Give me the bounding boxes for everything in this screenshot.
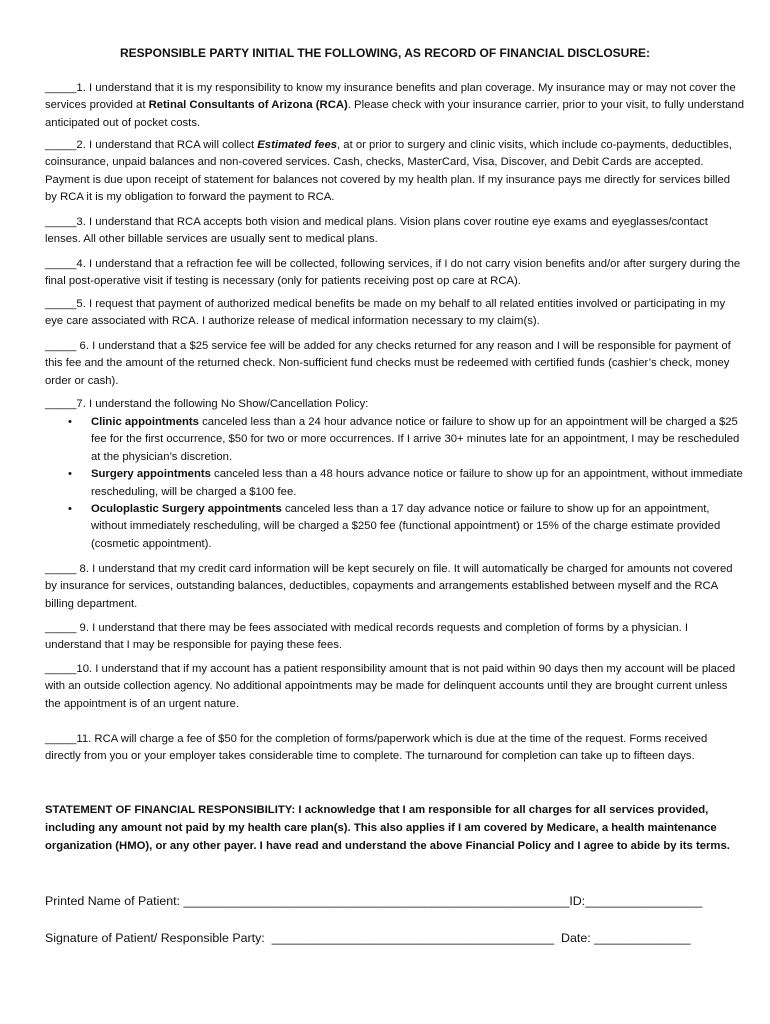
policy-surgery-heading: Surgery appointments <box>91 468 211 481</box>
id-field[interactable]: _________________ <box>585 894 703 908</box>
date-label: Date: <box>554 931 595 945</box>
item-4: _____4. I understand that a refraction fee will be collected, following services, if I do not carry vision benefits and/or after surgery during the final post-operative visit if testing is necessary (only for patients receiving post op care at RCA). <box>45 258 741 288</box>
financial-responsibility-statement <box>45 801 745 855</box>
item-7: _____7. I understand the following No Show/Cancellation Policy: <box>45 398 369 410</box>
policy-oculoplastic <box>45 501 745 553</box>
bullet-icon: • <box>68 468 72 481</box>
printed-name-field[interactable]: ________________________________________________________ <box>183 894 570 908</box>
item-10: _____10. I understand that if my account has a patient responsibility amount that is not paid within 90 days then my account will be placed with an outside collection agency. No additional appointments may be made for delinquent accounts until they are brought current unless the appointment is of an urgent nature. <box>45 663 736 710</box>
date-field[interactable]: ______________ <box>594 931 691 945</box>
item-11: _____11. RCA will charge a fee of $50 for the completion of forms/paperwork which is due at the time of the request. Forms received directly from you or your employer takes considerable time to complete. The turnaround for completion can take up to fifteen days. <box>45 733 708 763</box>
policy-surgery-text: canceled less than a 48 hours advance notice or failure to show up for an appointment, without immediate rescheduling, will be charged a $100 fee. <box>91 468 743 498</box>
signature-label: Signature of Patient/ Responsible Party: <box>45 931 272 945</box>
statement-text: I acknowledge that I am responsible for all charges for all services provided, including any amount not paid by my health care plan(s). This also applies if I am covered by Medicare, a health maintenance organization (HMO), or any other payer. I have read and understand the above Financial Policy and I agree to abide by its terms. <box>45 804 730 852</box>
printed-name-label: Printed Name of Patient: <box>45 894 184 908</box>
item-5: _____5. I request that payment of authorized medical benefits be made on my behalf to all related entities involved or participating in my eye care associated with RCA. I authorize release of medical information necessary to my claim(s). <box>45 298 726 328</box>
bullet-icon: • <box>68 503 72 516</box>
item-2-text-c: , at or prior to surgery and clinic visits, which include co-payments, deductibles, coinsurance, unpaid balances and non-covered services. Cash, checks, MasterCard, Visa, Discover, and Debit Cards are accepted. Payment is due upon receipt of statement for balances not covered by my health plan. If my insurance pays me directly for services billed by RCA it is my obligation to forward the payment to RCA. <box>45 139 732 204</box>
statement-heading: STATEMENT OF FINANCIAL RESPONSIBILITY: <box>45 804 296 816</box>
item-2 <box>45 137 745 207</box>
policy-oculoplastic-heading: Oculoplastic Surgery appointments <box>91 503 282 516</box>
policy-clinic <box>45 414 745 466</box>
item-2-text-a: _____2. I understand that RCA will collect <box>45 139 258 151</box>
policy-clinic-text: canceled less than a 24 hour advance notice or failure to show up for an appointment will be charged a $25 fee for the first occurrence, $50 for two or more occurrences. If I arrive 30+ minutes late for an appointment, I may be rescheduled at the physician’s discretion. <box>91 416 740 463</box>
item-9: _____ 9. I understand that there may be fees associated with medical records requests and completion of forms by a physician. I understand that I may be responsible for paying these fees. <box>45 622 689 652</box>
signature-row <box>45 931 745 945</box>
policy-clinic-heading: Clinic appointments <box>91 416 199 428</box>
item-1-text-c: . Please check with your insurance carrier, prior to your visit, to fully understand anticipated out of pocket costs. <box>45 99 744 129</box>
cancellation-policy-list <box>45 414 745 553</box>
printed-name-row <box>45 894 745 908</box>
page-title: RESPONSIBLE PARTY INITIAL THE FOLLOWING, AS RECORD OF FINANCIAL DISCLOSURE: <box>119 46 650 60</box>
item-6: _____ 6. I understand that a $25 service fee will be added for any checks returned for any reason and I will be responsible for payment of this fee and the amount of the returned check. Non-sufficient fund checks must be redeemed with certified funds (cashier’s check, money order or cash). <box>45 340 731 387</box>
item-1-practice-name: Retinal Consultants of Arizona (RCA) <box>148 99 348 112</box>
item-1 <box>45 80 745 132</box>
signature-field[interactable]: _________________________________________ <box>271 931 555 945</box>
bullet-icon: • <box>68 416 72 428</box>
item-8: _____ 8. I understand that my credit card information will be kept securely on file. It will automatically be charged for amounts not covered by insurance for services, outstanding balances, deductibles, copayments and arrangements established between myself and the RCA billing department. <box>45 563 733 610</box>
item-2-estimated-fees: Estimated fees <box>257 139 338 151</box>
item-1-text-a: _____1. I understand that it is my responsibility to know my insurance benefits and plan coverage. My insurance may or may not cover the services provided at <box>45 82 736 112</box>
policy-oculoplastic-text: canceled less than a 17 day advance notice or failure to show up for an appointment, without immediately rescheduling, will be charged a $250 fee (functional appointment) or 15% of the charge estimate provided (cosmetic appointment). <box>91 503 721 550</box>
id-label: ID: <box>569 894 586 908</box>
item-3: _____3. I understand that RCA accepts both vision and medical plans. Vision plans cover routine eye exams and eyeglasses/contact lenses. All other billable services are usually sent to medical plans. <box>45 216 708 246</box>
policy-surgery <box>45 466 745 501</box>
